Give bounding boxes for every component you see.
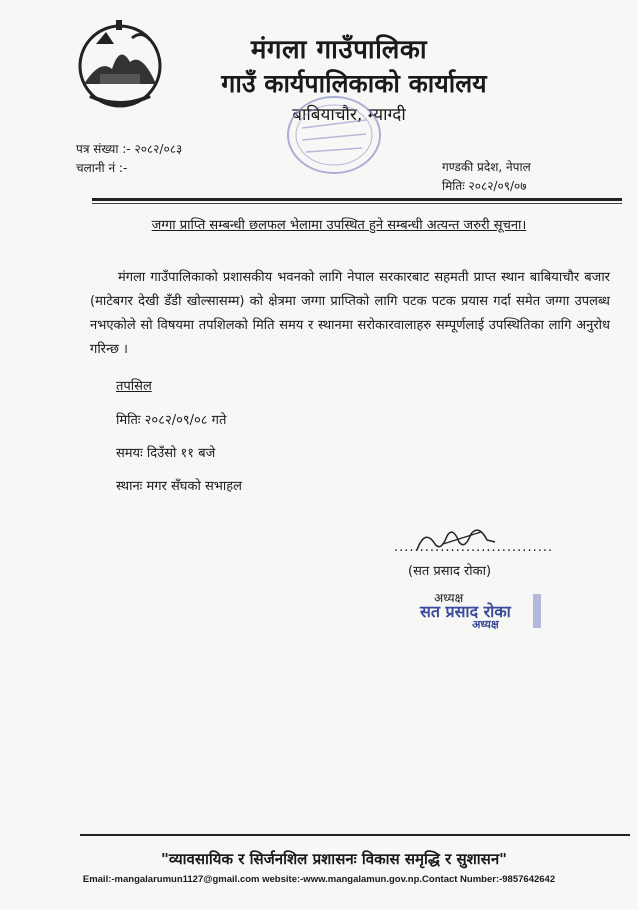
footer-divider: [80, 834, 630, 836]
letter-meta-left: [76, 140, 182, 178]
notice-subject: जग्गा प्राप्ति सम्बन्धी छलफल भेलामा उपस्थित हुने सम्बन्धी अत्यन्त जरुरी सूचना।: [151, 218, 527, 233]
header-divider-thin: [92, 203, 622, 204]
notice-body: मंगला गाउँपालिकाको प्रशासकीय भवनको लागि नेपाल सरकारबाट सहमती प्राप्त स्थान बाबियाचौर बजार (माटेबगर देखी डँडी खोल्सासम्म) को क्षेत्रमा जग्गा प्राप्तिको लागि पटक पटक प्रयास गर्दा समेत जग्गा उपलब्ध नभएकोले सो विषयमा तपशिलको मिति समय र स्थानमा सरोकारवालाहरु सम्पूर्णलाई उपस्थितिका लागि अनुरोध गरिन्छ ।: [90, 270, 610, 357]
signature-line: ...............................: [394, 540, 554, 555]
letter-meta-right: [442, 158, 531, 196]
dispatch-number: चलानी नं :-: [76, 161, 128, 175]
seal-name: सत प्रसाद रोका: [420, 602, 511, 621]
meeting-venue: स्थानः मगर सँघको सभाहल: [116, 479, 242, 494]
org-name: मंगला गाउँपालिका: [250, 35, 428, 65]
header-divider: [92, 198, 622, 201]
footer-motto: "व्यावसायिक र सिर्जनशिल प्रशासनः विकास समृद्धि र सुशासन": [161, 850, 507, 868]
footer-contact: Email:-mangalarumun1127@gmail.com website:-www.mangalamun.gov.np.Contact Number:-9857642642: [82, 874, 556, 885]
province-address: गण्डकी प्रदेश, नेपाल: [442, 160, 531, 174]
seal-role: अध्यक्ष: [472, 618, 499, 631]
meeting-time: समयः दिउँसो ११ बजे: [116, 446, 216, 461]
seal-stamp-mark: [533, 594, 541, 628]
details-heading: तपसिल: [116, 379, 152, 394]
meeting-date: मितिः २०८२/०९/०८ गते: [116, 413, 227, 428]
office-stamp-icon: [282, 90, 386, 180]
signatory-title: अध्यक्ष: [434, 591, 464, 605]
office-name: गाउँ कार्यपालिकाको कार्यालय: [221, 69, 487, 98]
signatory-name: (सत प्रसाद रोका): [408, 564, 492, 579]
office-location: बाबियाचौर, म्याग्दी: [292, 105, 406, 125]
letter-number: पत्र संख्या :- २०८२/०८३: [76, 142, 183, 156]
letter-date: मितिः २०८२/०९/०७: [442, 179, 527, 193]
